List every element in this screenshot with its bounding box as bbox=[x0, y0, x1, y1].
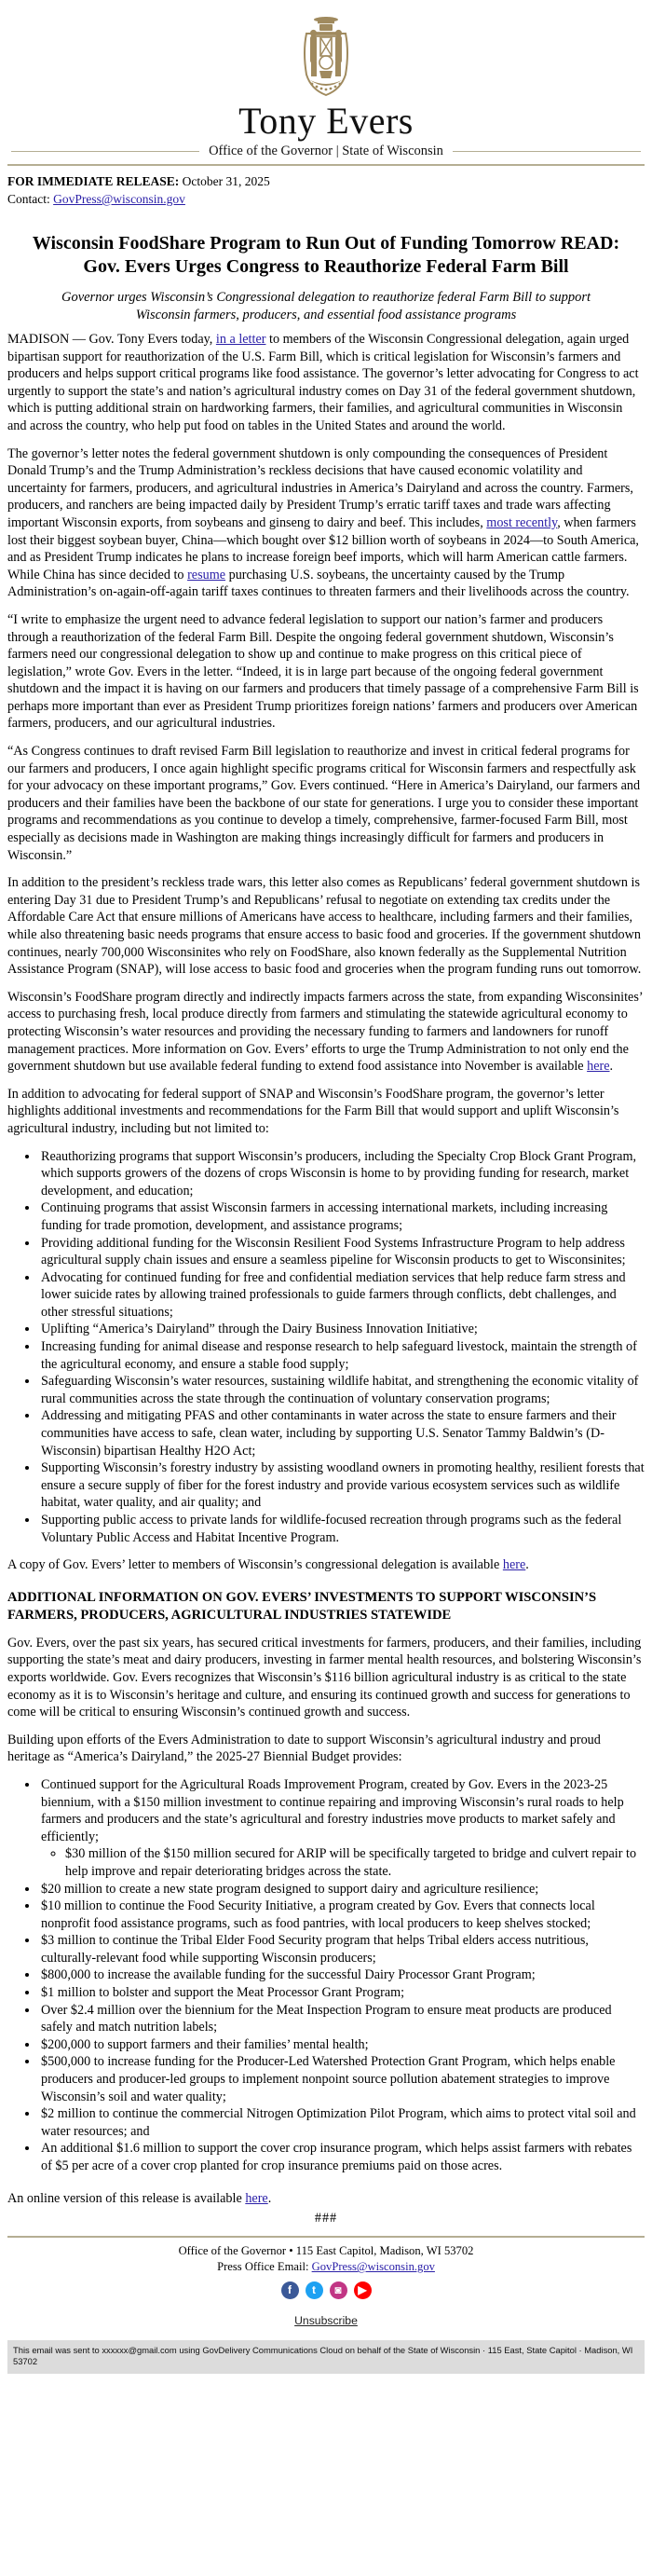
investments-heading: ADDITIONAL INFORMATION ON GOV. EVERS’ INVESTMENTS TO SUPPORT WISCONSIN’S FARMERS, PRODUCERS, AGRICULTURAL INDUSTRIES STATEWIDE bbox=[7, 1589, 597, 1623]
paragraph-letter-copy bbox=[7, 1556, 645, 1574]
facebook-icon[interactable]: f bbox=[281, 2281, 299, 2299]
paragraph-investments-2: Building upon efforts of the Evers Administration to date to support Wisconsin’s agricultural industry and proud heritage as “America’s Dairyland,” the 2025-27 Biennial Budget provides: bbox=[7, 1732, 601, 1765]
trade-text-b: , when farmers lost their biggest soybean buyer, China—which bought over $12 billion worth of soybeans in 2024—to South America, and as President Trump indicates he plans to increase foreign beef imports, which will harm American cattle farmers. While China has since decided to bbox=[7, 514, 639, 582]
online-version-here-link[interactable]: here bbox=[245, 2190, 268, 2206]
paragraph-bullets-intro: In addition to advocating for federal support of SNAP and Wisconsin’s FoodShare program, the governor’s letter highlights additional investments and recommendations for the Farm Bill that would support and uplift Wisconsin’s agricultural industry, including but not limited to: bbox=[7, 1086, 619, 1136]
footer bbox=[7, 2243, 645, 2299]
paragraph-online-version bbox=[7, 2190, 645, 2208]
office-subline: Office of the Governor | State of Wisconsin bbox=[209, 144, 443, 158]
instagram-icon[interactable]: ◙ bbox=[330, 2281, 347, 2299]
trade-text-a: The governor’s letter notes the federal government shutdown is only compounding the consequences of President Donald Trump’s and the Trump Administration’s reckless decisions that have caused economic volatility and uncertainty for farmers, producers, and agricultural industries in America’s Dairyland and across the country. Farmers, producers, and ranchers are being impacted daily by President Trump’s erratic tariff taxes and trade wars affecting important Wisconsin exports, from soybeans and ginseng to dairy and beef. This includes, bbox=[7, 445, 633, 530]
letter-copy-here-link[interactable]: here bbox=[502, 1557, 526, 1573]
social-links bbox=[7, 2281, 645, 2299]
list-item: • $3 million to continue the Tribal Elder Food Security program that helps Tribal elders access nutritious, culturally-relevant food while supporting Wisconsin producers; bbox=[39, 1932, 645, 1966]
masthead bbox=[7, 0, 645, 166]
list-item: • Increasing funding for animal disease and response research to help safeguard livestock, maintain the strength of the agricultural economy, and ensure a stable food supply; bbox=[39, 1338, 645, 1373]
list-item: • $1 million to bolster and support the Meat Processor Grant Program; bbox=[39, 1984, 645, 2002]
footer-press-label: Press Office Email: bbox=[217, 2260, 312, 2274]
lede-text-a: MADISON — Gov. Tony Evers today, bbox=[7, 332, 216, 347]
most-recently-link[interactable]: most recently bbox=[486, 514, 558, 530]
youtube-icon[interactable]: ▶ bbox=[354, 2281, 372, 2299]
email-disclaimer-bar bbox=[7, 2340, 645, 2374]
footer-address: Office of the Governor • 115 East Capitol, Madison, WI 53702 bbox=[178, 2244, 474, 2258]
resume-link[interactable]: resume bbox=[187, 567, 226, 582]
letter-copy-text-a: A copy of Gov. Evers’ letter to members of Wisconsin’s congressional delegation is available bbox=[7, 1557, 503, 1573]
footer-divider bbox=[7, 2236, 645, 2238]
contact-label: Contact: bbox=[7, 192, 54, 206]
release-date-line bbox=[7, 172, 645, 190]
list-item bbox=[39, 1776, 645, 1881]
end-marker: ### bbox=[314, 2211, 338, 2227]
release-meta bbox=[7, 172, 645, 208]
online-version-text-b: . bbox=[267, 2190, 272, 2206]
list-item: • $500,000 to increase funding for the Producer-Led Watershed Protection Grant Program, which helps enable producers and producer-led groups to implement nonpoint source pollution abatement strategies to improve Wisconsin’s soil and water quality; bbox=[39, 2053, 645, 2105]
email-disclaimer-text: This email was sent to xxxxxx@gmail.com using GovDelivery Communications Cloud on behalf of the State of Wisconsin · 115 East, State Capitol · Madison, WI 53702 bbox=[13, 2345, 633, 2367]
paragraph-investments-1: Gov. Evers, over the past six years, has secured critical investments for farmers, producers, and their families, including supporting the state’s meat and dairy producers, investing in farmer mental health resources, and bolstering Wisconsin’s exports worldwide. Gov. Evers recognizes that Wisconsin’s $116 billion agricultural industry is as critical to the state economy as it is to Wisconsin’s heritage and culture, and ensuring its continued growth and success for generations to come will be critical to ensuring Wisconsin’s continued growth and success. bbox=[7, 1635, 642, 1720]
list-item: • $20 million to create a new state program designed to support dairy and agriculture resilience; bbox=[39, 1881, 645, 1898]
wisconsin-state-seal-icon bbox=[292, 13, 360, 99]
paragraph-quote-2: “As Congress continues to draft revised Farm Bill legislation to reauthorize and invest in critical federal programs for our farmers and producers, I once again highlight specific programs critical for Wisconsin farmers and respectfully ask for your advocacy on these important programs,” Gov. Evers continued. “Here in America’s Dairyland, our farmers and producers and their families have been the backbone of our state for generations. I urge you to consider these important programs and recommendations as you continue to develop a timely, comprehensive, farmer-focused Farm Bill, most especially as decisions made in Washington are making things increasingly difficult for farmers and producers in Wisconsin.” bbox=[7, 744, 641, 863]
masthead-divider bbox=[7, 164, 645, 166]
list-item: • Providing additional funding for the Wisconsin Resilient Food Systems Infrastructure Program to help address agricultural supply chain issues and ensure a seamless pipeline for Wisconsin products to get to Wisconsinites; bbox=[39, 1235, 645, 1269]
paragraph-lede bbox=[7, 331, 645, 435]
list-item: • Safeguarding Wisconsin’s water resources, sustaining wildlife habitat, and strengthening the economic vitality of rural communities across the state through the continuation of voluntary conservation programs; bbox=[39, 1373, 645, 1407]
foodshare-text-b: . bbox=[609, 1059, 614, 1075]
list-item-text: Continued support for the Agricultural Roads Improvement Program, created by Gov. Evers in the 2023-25 biennium, with a $150 million investment to continue repairing and improving Wisconsin’s rural roads to help farmers and producers and the state’s agricultural and forestry industries move products to market safely and efficiently; bbox=[41, 1776, 624, 1844]
list-item: • Supporting public access to private lands for wildlife-focused recreation through programs such as the federal Voluntary Public Access and Habitat Incentive Program. bbox=[39, 1512, 645, 1546]
paragraph-quote-1: “I write to emphasize the urgent need to advance federal legislation to support our nation’s farmer and producers through a reauthorization of the federal Farm Bill. Despite the ongoing federal government shutdown, Wisconsin’s farmers need our congressional delegation to show up and continue to make progress on this critical piece of legislation,” wrote Gov. Evers in the letter. “Indeed, it is in large part because of the ongoing federal government shutdown and the impact it is having on our farmers and producers that timely passage of a comprehensive Farm Bill is perhaps more important than ever as President Trump prioritizes foreign nations’ farmers and producers over American farmers, producers, and our agricultural industries. bbox=[7, 611, 639, 732]
rule-right bbox=[453, 151, 641, 152]
paragraph-shutdown: In addition to the president’s reckless trade wars, this letter also comes as Republicans’ federal government shutdown is entering Day 31 due to President Trump’s and Republicans’ refusal to negotiate on extending tax credits under the Affordable Care Act that ensure millions of Americans have access to healthcare, including farmers and their families, while also threatening basic needs programs that ensure access to basic food and groceries. If the government shutdown continues, nearly 700,000 Wisconsinites who rely on FoodShare, also known federally as the Supplemental Nutrition Assistance Program (SNAP), will lose access to basic food and groceries when the program funding runs out tomorrow. bbox=[7, 875, 642, 978]
letter-copy-text-b: . bbox=[525, 1557, 529, 1573]
release-date: October 31, 2025 bbox=[179, 174, 270, 188]
lede-text-b: to members of the Wisconsin Congressional delegation, again urged bipartisan support for reauthorization of the U.S. Farm Bill, which is critical legislation for Wisconsin’s farmers and producers and helps support critical programs like food assistance. The governor’s letter advocating for Congress to act urgently to support the state’s and nation’s agricultural industry comes on Day 31 of the federal government shutdown, which is putting additional strain on hardworking farmers, their families, and agricultural communities in Wisconsin and across the country, who help put food on tables in the United States and around the world. bbox=[7, 332, 639, 433]
unsubscribe-link[interactable]: Unsubscribe bbox=[294, 2314, 358, 2328]
list-item: • Reauthorizing programs that support Wisconsin’s producers, including the Specialty Crop Block Grant Program, which supports growers of the dozens of crops Wisconsin is home to by providing funding for research, market development, and education; bbox=[39, 1148, 645, 1200]
sub-list bbox=[41, 1845, 645, 1880]
headline-deck: Governor urges Wisconsin’s Congressional delegation to reauthorize federal Farm Bill to support Wisconsin farmers, producers, and essential food assistance programs bbox=[61, 290, 591, 322]
list-item: • Over $2.4 million over the biennium for the Meat Inspection Program to ensure meat products are produced safely and match nutrition labels; bbox=[39, 2002, 645, 2036]
farm-bill-recommendations-list bbox=[7, 1148, 645, 1547]
list-item: • $2 million to continue the commercial Nitrogen Optimization Pilot Program, which aims to protect vital soil and water resources; and bbox=[39, 2105, 645, 2140]
list-item: • $200,000 to support farmers and their families’ mental health; bbox=[39, 2036, 645, 2054]
governor-name: Tony Evers bbox=[238, 100, 414, 142]
paragraph-trade-impacts bbox=[7, 445, 645, 601]
foodshare-text-a: Wisconsin’s FoodShare program directly and indirectly impacts farmers across the state, from expanding Wisconsinites’ access to purchasing fresh, local produce directly from farmers and stimulating the statewide agricultural economy to protecting Wisconsin’s water resources and providing the necessary funding to farmers and landowners for runoff management practices. More information on Gov. Evers’ efforts to urge the Trump Administration to not only end the government shutdown but use available federal funding to extend food assistance into November is available bbox=[7, 989, 643, 1075]
list-item: • Uplifting “America’s Dairyland” through the Dairy Business Innovation Initiative; bbox=[39, 1321, 645, 1338]
in-a-letter-link[interactable]: in a letter bbox=[215, 332, 266, 347]
list-item: • Continuing programs that assist Wisconsin farmers in accessing international markets, including increasing funding for trade promotion, development, and assistance programs; bbox=[39, 1199, 645, 1234]
contact-email-link[interactable]: GovPress@wisconsin.gov bbox=[53, 192, 185, 206]
list-item: • Addressing and mitigating PFAS and other contaminants in water across the state to ensure farmers and their communities have access to safe, clean water, including by supporting U.S. Senator Tammy Baldwin’s (D-Wisconsin) bipartisan Healthy H2O Act; bbox=[39, 1407, 645, 1459]
sub-list-item: ◦ $30 million of the $150 million secured for ARIP will be specifically targeted to bridge and culvert repair to help improve and repair deteriorating bridges across the state. bbox=[65, 1845, 645, 1880]
list-item: • Supporting Wisconsin’s forestry industry by assisting woodland owners in promoting healthy, resilient forests that ensure a secure supply of fiber for the forest industry and provide various ecosystem services such as wildlife habitat, water quality, and air quality; and bbox=[39, 1459, 645, 1512]
release-label: FOR IMMEDIATE RELEASE: bbox=[7, 174, 180, 188]
list-item: • $800,000 to increase the available funding for the successful Dairy Processor Grant Program; bbox=[39, 1966, 645, 1984]
foodshare-here-link[interactable]: here bbox=[587, 1059, 610, 1075]
page-title: Wisconsin FoodShare Program to Run Out of Funding Tomorrow READ: Gov. Evers Urges Congress to Reauthorize Federal Farm Bill bbox=[32, 233, 620, 277]
budget-investments-list bbox=[7, 1776, 645, 2175]
contact-line bbox=[7, 190, 645, 208]
list-item: • $10 million to continue the Food Security Initiative, a program created by Gov. Evers that connects local nonprofit food assistance programs, such as food pantries, with local producers to keep shelves stocked; bbox=[39, 1898, 645, 1932]
paragraph-foodshare bbox=[7, 989, 645, 1076]
trade-text-c: purchasing U.S. soybeans, the uncertainty caused by the Trump Administration’s on-again-off-again tariff taxes continues to threaten farmers and their livelihoods across the country. bbox=[7, 567, 630, 600]
twitter-icon[interactable]: t bbox=[306, 2281, 323, 2299]
rule-left bbox=[11, 151, 199, 152]
list-item: • An additional $1.6 million to support the cover crop insurance program, which helps assist farmers with rebates of $5 per acre of a cover crop planted for crop insurance premiums paid on those acres. bbox=[39, 2140, 645, 2174]
masthead-subline-row bbox=[7, 144, 645, 159]
online-version-text-a: An online version of this release is available bbox=[7, 2190, 246, 2206]
unsubscribe-row bbox=[7, 2314, 645, 2327]
list-item: • Advocating for continued funding for free and confidential mediation services that help reduce farm stress and lower suicide rates by allowing trained professionals to guide farmers through conflicts, debt challenges, and other stressful situations; bbox=[39, 1269, 645, 1322]
footer-press-line bbox=[7, 2259, 645, 2275]
footer-press-email-link[interactable]: GovPress@wisconsin.gov bbox=[311, 2260, 435, 2274]
